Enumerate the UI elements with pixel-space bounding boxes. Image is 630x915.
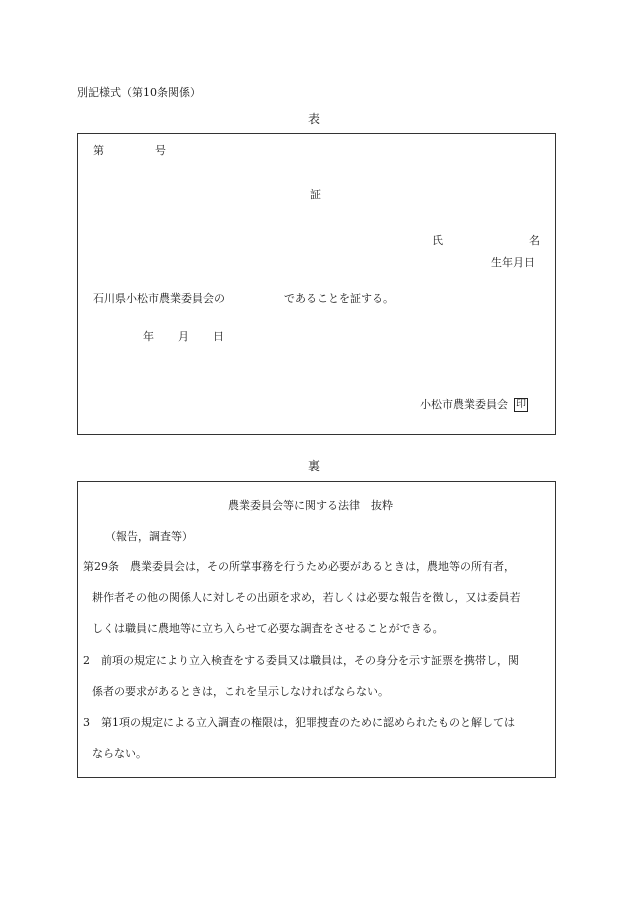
form-note: 別記様式（第10条関係） bbox=[77, 86, 201, 99]
article-1-line-1: 第29条 農業委員会は，その所掌事務を行うため必要があるときは，農地等の所有者， bbox=[83, 560, 515, 573]
date-year: 年 bbox=[143, 330, 154, 343]
front-certificate-box bbox=[77, 133, 556, 435]
article-2-line-1: 2 前項の規定により立入検査をする委員又は職員は，その身分を示す証票を携帯し，関 bbox=[83, 654, 519, 667]
issuer-name: 小松市農業委員会 bbox=[420, 398, 508, 411]
law-subtitle: （報告，調査等） bbox=[105, 530, 193, 543]
birthdate-label: 生年月日 bbox=[491, 256, 535, 269]
article-3-line-1: 3 第1項の規定による立入調査の権限は，犯罪捜査のために認められたものと解しては bbox=[83, 716, 515, 729]
name-label-1: 氏 bbox=[432, 234, 443, 247]
date-day: 日 bbox=[213, 330, 224, 343]
article-1-line-2: 耕作者その他の関係人に対しその出頭を求め，若しくは必要な報告を徴し，又は委員若 bbox=[92, 591, 521, 604]
article-3-line-2: ならない。 bbox=[92, 747, 147, 760]
issuer-line bbox=[420, 398, 528, 412]
certify-text-a: 石川県小松市農業委員会の bbox=[93, 292, 225, 305]
article-1-line-3: しくは職員に農地等に立ち入らせて必要な調査をさせることができる。 bbox=[92, 622, 444, 635]
certificate-title: 証 bbox=[310, 188, 321, 201]
number-prefix: 第 bbox=[93, 144, 104, 157]
certify-text-b: であることを証する。 bbox=[284, 292, 394, 305]
article-2-line-2: 係者の要求があるときは，これを呈示しなければならない。 bbox=[92, 685, 389, 698]
seal-stamp: 印 bbox=[516, 399, 526, 410]
date-month: 月 bbox=[178, 330, 189, 343]
number-suffix: 号 bbox=[155, 144, 166, 157]
front-side-label: 表 bbox=[308, 112, 321, 126]
law-title: 農業委員会等に関する法律 抜粋 bbox=[228, 499, 393, 512]
back-side-label: 裏 bbox=[308, 459, 321, 473]
name-label-2: 名 bbox=[529, 234, 540, 247]
